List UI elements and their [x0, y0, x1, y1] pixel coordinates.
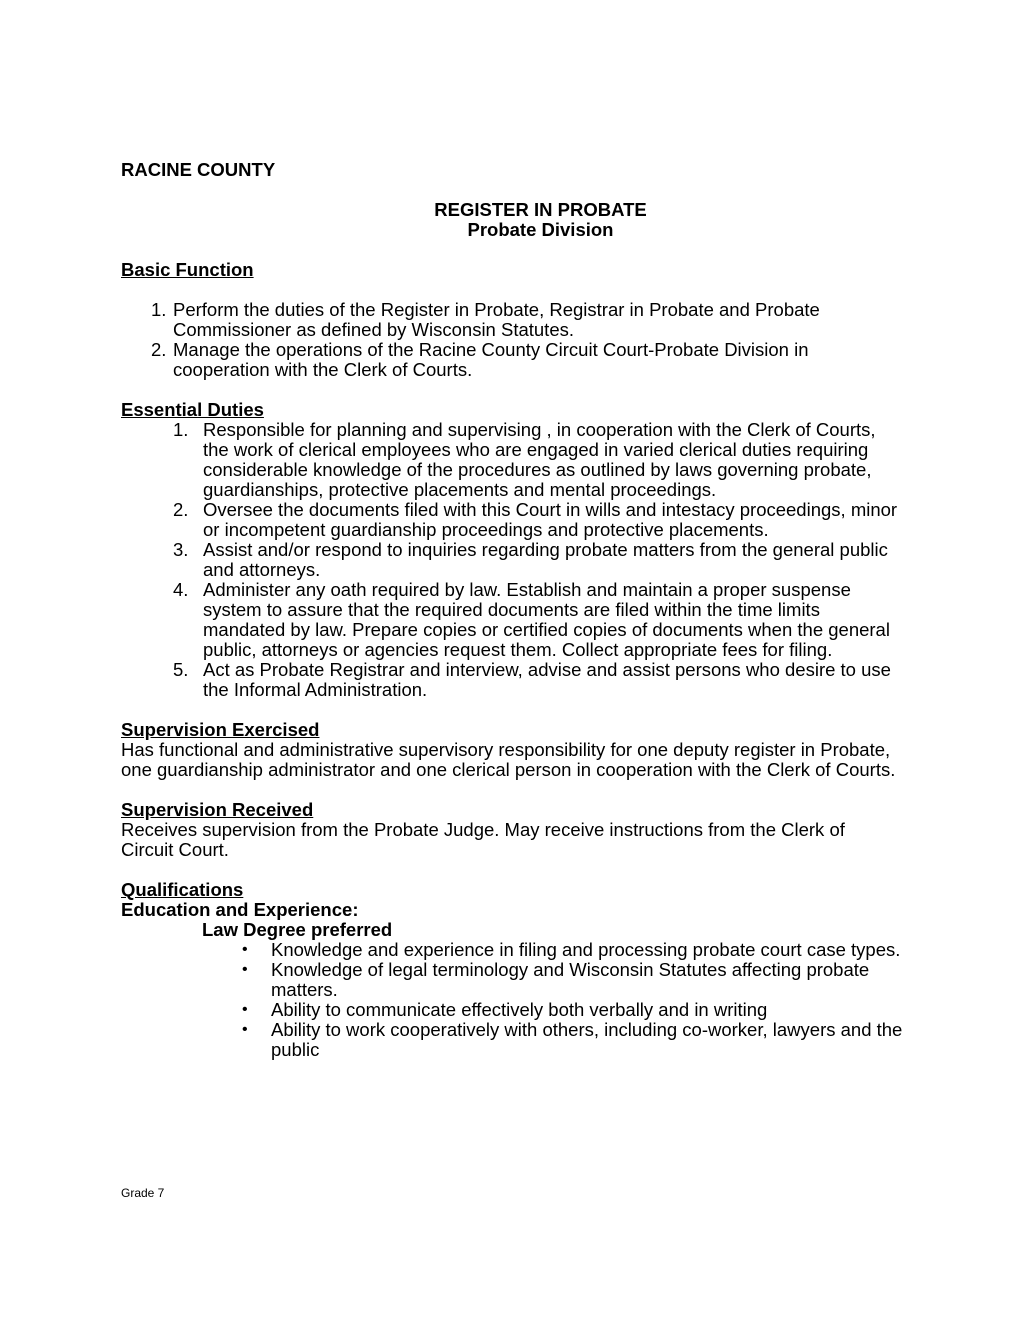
basic-function-heading: Basic Function [121, 259, 254, 280]
bullet-icon: • [242, 1001, 248, 1018]
bullet-icon: • [242, 1021, 248, 1038]
item-text-line: Ability to work cooperatively with others, including co-worker, lawyers and the [271, 1019, 903, 1040]
item-text-line: cooperation with the Clerk of Courts. [173, 359, 473, 380]
list-item [0, 1020, 1020, 1060]
supervision-received-line: Receives supervision from the Probate Judge. May receive instructions from the Clerk of [121, 819, 845, 840]
item-number: 5. [173, 659, 189, 680]
item-text-line: guardianships, protective placements and mental proceedings. [203, 479, 717, 500]
item-number: 4. [173, 579, 189, 600]
bullet-icon: • [242, 961, 248, 978]
item-text-line: Assist and/or respond to inquiries regarding probate matters from the general public [203, 539, 888, 560]
item-text-line: and attorneys. [203, 559, 321, 580]
list-item [0, 940, 1020, 960]
page-subtitle: Probate Division [467, 219, 614, 240]
item-text-line: Knowledge and experience in filing and processing probate court case types. [271, 939, 901, 960]
item-text-line: Administer any oath required by law. Establish and maintain a proper suspense [203, 579, 851, 600]
supervision-exercised-line: Has functional and administrative supervisory responsibility for one deputy register in Probate, [121, 739, 891, 760]
item-text-line: matters. [271, 979, 338, 1000]
list-item [0, 960, 1020, 1000]
page-title: REGISTER IN PROBATE [434, 199, 647, 220]
supervision-exercised-line: one guardianship administrator and one clerical person in cooperation with the Clerk of Courts. [121, 759, 896, 780]
county-name: RACINE COUNTY [121, 159, 276, 180]
item-text-line: Perform the duties of the Register in Probate, Registrar in Probate and Probate [173, 299, 820, 320]
item-text-line: Responsible for planning and supervising , in cooperation with the Clerk of Courts, [203, 419, 876, 440]
list-item [0, 540, 1020, 580]
supervision-received-line: Circuit Court. [121, 839, 229, 860]
supervision-exercised-heading: Supervision Exercised [121, 719, 320, 740]
item-text-line: Act as Probate Registrar and interview, advise and assist persons who desire to use [203, 659, 891, 680]
list-item [0, 660, 1020, 700]
list-item [0, 300, 1020, 340]
item-text-line: mandated by law. Prepare copies or certified copies of documents when the general [203, 619, 890, 640]
item-number: 2. [173, 499, 189, 520]
qualifications-heading: Qualifications [121, 879, 244, 900]
list-item [0, 500, 1020, 540]
bullet-icon: • [242, 941, 248, 958]
item-text-line: or incompetent guardianship proceedings and protective placements. [203, 519, 769, 540]
list-item [0, 340, 1020, 380]
item-number: 1. [151, 299, 167, 320]
supervision-received-heading: Supervision Received [121, 799, 314, 820]
item-text-line: public, attorneys or agencies request them. Collect appropriate fees for filing. [203, 639, 833, 660]
list-item [0, 420, 1020, 500]
item-text-line: Manage the operations of the Racine County Circuit Court-Probate Division in [173, 339, 809, 360]
education-experience-subheading: Education and Experience: [121, 899, 359, 920]
item-text-line: public [271, 1039, 320, 1060]
degree-preference: Law Degree preferred [202, 919, 393, 940]
item-number: 3. [173, 539, 189, 560]
grade-footer: Grade 7 [121, 1186, 165, 1200]
item-text-line: Oversee the documents filed with this Court in wills and intestacy proceedings, minor [203, 499, 898, 520]
item-number: 1. [173, 419, 189, 440]
item-text-line: Ability to communicate effectively both verbally and in writing [271, 999, 768, 1020]
essential-duties-heading: Essential Duties [121, 399, 264, 420]
item-text-line: the Informal Administration. [203, 679, 428, 700]
item-text-line: Commissioner as defined by Wisconsin Statutes. [173, 319, 575, 340]
item-text-line: Knowledge of legal terminology and Wisconsin Statutes affecting probate [271, 959, 870, 980]
list-item [0, 1000, 1020, 1020]
list-item [0, 580, 1020, 660]
item-number: 2. [151, 339, 167, 360]
item-text-line: system to assure that the required documents are filed within the time limits [203, 599, 820, 620]
item-text-line: considerable knowledge of the procedures as outlined by laws governing probate, [203, 459, 872, 480]
item-text-line: the work of clerical employees who are engaged in varied clerical duties requiring [203, 439, 869, 460]
